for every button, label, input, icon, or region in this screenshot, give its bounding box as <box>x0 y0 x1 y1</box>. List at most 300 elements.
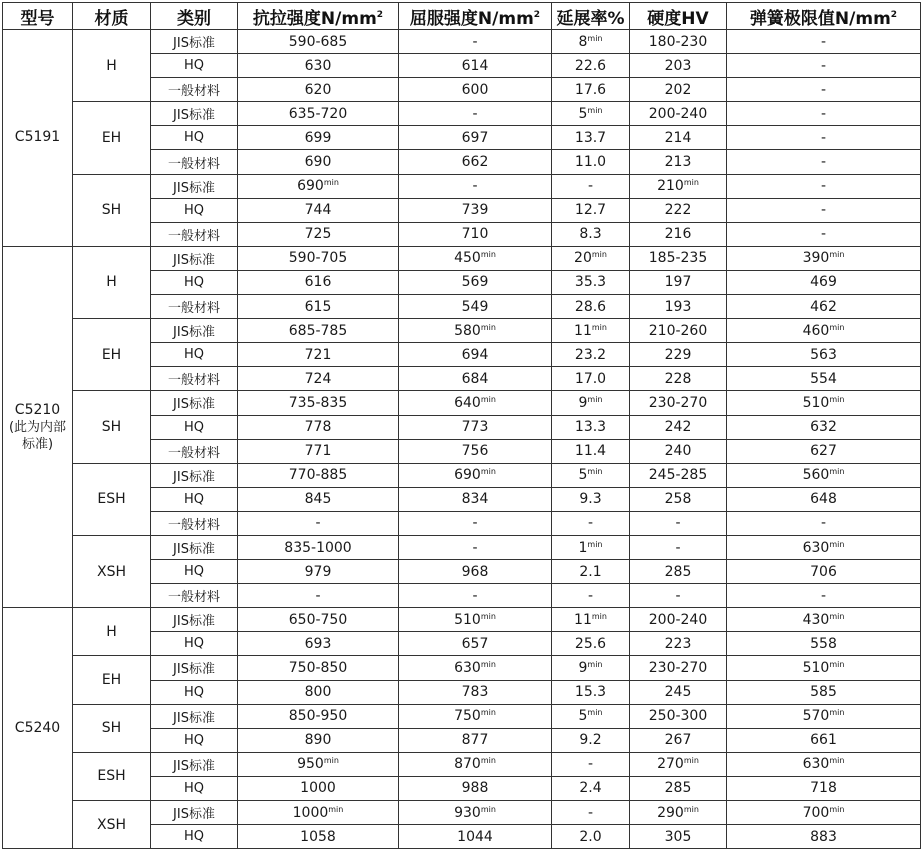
cell-value: 210 <box>657 178 684 195</box>
cell-value: 580 <box>454 322 481 339</box>
yield-strength-cell <box>399 728 552 752</box>
cell-value: 17.0 <box>574 370 607 387</box>
cell-value: - <box>472 105 478 122</box>
min-marker: min <box>480 394 496 404</box>
min-marker: min <box>480 250 496 260</box>
hardness-cell <box>630 415 727 439</box>
yield-strength-cell <box>399 535 552 559</box>
min-marker: min <box>587 539 603 549</box>
cell-value: 630 <box>304 57 332 74</box>
tensile-strength-cell <box>238 704 399 728</box>
spring-limit-cell <box>727 126 921 150</box>
elongation-cell <box>552 415 630 439</box>
yield-strength-cell <box>399 102 552 126</box>
tensile-strength-cell <box>238 319 399 343</box>
cell-value: 630 <box>802 756 830 773</box>
material-cell: ESH <box>73 752 151 800</box>
cell-value: 245-285 <box>648 467 708 484</box>
category-cell: 一般材料 <box>151 295 238 319</box>
hardness-cell <box>630 391 727 415</box>
cell-value: 13.7 <box>574 129 607 146</box>
cell-value: 744 <box>304 202 332 219</box>
cell-value: 2.0 <box>579 828 602 845</box>
cell-value: 210-260 <box>648 322 708 339</box>
cell-value: 200-240 <box>648 105 708 122</box>
tensile-strength-cell <box>238 30 399 54</box>
elongation-cell <box>552 343 630 367</box>
cell-value: 648 <box>810 491 837 508</box>
cell-value: 2.1 <box>579 563 602 580</box>
spring-limit-cell <box>727 295 921 319</box>
hardness-cell <box>630 343 727 367</box>
cell-value: 710 <box>461 226 489 243</box>
cell-value: 9 <box>578 659 588 676</box>
hardness-cell <box>630 487 727 511</box>
material-cell: EH <box>73 319 151 391</box>
material-cell: SH <box>73 704 151 752</box>
cell-value: 15.3 <box>574 684 607 701</box>
cell-value: 17.6 <box>574 81 607 98</box>
cell-value: 630 <box>802 539 830 556</box>
header-model: 型号 <box>3 3 73 30</box>
spring-limit-cell <box>727 656 921 680</box>
spring-limit-cell <box>727 463 921 487</box>
tensile-strength-cell <box>238 439 399 463</box>
tensile-strength-cell <box>238 608 399 632</box>
tensile-strength-cell <box>238 246 399 270</box>
cell-value: 8.3 <box>579 226 602 243</box>
tensile-strength-cell <box>238 801 399 825</box>
cell-value: 462 <box>810 298 837 315</box>
material-cell: H <box>73 608 151 656</box>
category-cell: HQ <box>151 825 238 849</box>
tensile-strength-cell <box>238 343 399 367</box>
material-cell: ESH <box>73 463 151 535</box>
material-cell: EH <box>73 656 151 704</box>
spring-limit-cell <box>727 752 921 776</box>
cell-value: - <box>820 33 827 50</box>
copper-alloy-spec-table <box>2 2 921 849</box>
tensile-strength-cell <box>238 728 399 752</box>
cell-value: 202 <box>664 81 692 98</box>
yield-strength-cell <box>399 270 552 294</box>
yield-strength-cell <box>399 608 552 632</box>
yield-strength-cell <box>399 704 552 728</box>
cell-value: 510 <box>454 611 481 628</box>
cell-value: 213 <box>664 154 692 171</box>
spring-limit-cell <box>727 391 921 415</box>
elongation-cell <box>552 608 630 632</box>
hardness-cell <box>630 608 727 632</box>
cell-value: 724 <box>304 370 332 387</box>
material-cell: H <box>73 246 151 318</box>
cell-value: 230-270 <box>648 659 708 676</box>
cell-value: 222 <box>664 202 692 219</box>
hardness-cell <box>630 270 727 294</box>
cell-value: 690 <box>304 154 332 171</box>
cell-value: - <box>472 33 478 50</box>
spring-limit-cell <box>727 487 921 511</box>
tensile-strength-cell <box>238 270 399 294</box>
cell-value: 229 <box>664 346 692 363</box>
spring-limit-cell <box>727 584 921 608</box>
cell-value: 845 <box>304 491 332 508</box>
min-marker: min <box>587 659 603 669</box>
cell-value: - <box>820 129 827 146</box>
yield-strength-cell <box>399 656 552 680</box>
yield-strength-cell <box>399 415 552 439</box>
hardness-cell <box>630 198 727 222</box>
min-marker: min <box>829 322 845 332</box>
cell-value: 290 <box>657 804 684 821</box>
cell-value: - <box>472 587 478 604</box>
cell-value: - <box>820 105 827 122</box>
elongation-cell <box>552 511 630 535</box>
cell-value: 657 <box>461 635 489 652</box>
cell-value: 725 <box>304 226 332 243</box>
hardness-cell <box>630 246 727 270</box>
cell-value: 5 <box>578 105 588 122</box>
hardness-cell <box>630 752 727 776</box>
cell-value: 35.3 <box>574 274 607 291</box>
table-row <box>3 752 921 776</box>
elongation-cell <box>552 463 630 487</box>
cell-value: 200-240 <box>648 611 708 628</box>
cell-value: 778 <box>304 419 332 436</box>
tensile-strength-cell <box>238 584 399 608</box>
spring-limit-cell <box>727 535 921 559</box>
cell-value: - <box>820 154 827 171</box>
cell-value: - <box>315 587 321 604</box>
yield-strength-cell <box>399 150 552 174</box>
category-cell: JIS标准 <box>151 30 238 54</box>
spring-limit-cell <box>727 632 921 656</box>
category-cell: 一般材料 <box>151 222 238 246</box>
cell-value: 1058 <box>300 828 336 845</box>
cell-value: 12.7 <box>574 202 607 219</box>
elongation-cell <box>552 752 630 776</box>
elongation-cell <box>552 367 630 391</box>
yield-strength-cell <box>399 174 552 198</box>
header-row <box>3 3 921 30</box>
tensile-strength-cell <box>238 367 399 391</box>
table-row <box>3 535 921 559</box>
hardness-cell <box>630 680 727 704</box>
cell-value: 770-885 <box>288 467 348 484</box>
cell-value: 883 <box>810 828 837 845</box>
cell-value: 11.0 <box>574 154 607 171</box>
spring-limit-cell <box>727 367 921 391</box>
cell-value: 11 <box>574 611 592 628</box>
yield-strength-cell <box>399 560 552 584</box>
table-row <box>3 608 921 632</box>
cell-value: 685-785 <box>288 322 348 339</box>
category-cell: JIS标准 <box>151 319 238 343</box>
elongation-cell <box>552 270 630 294</box>
cell-value: 694 <box>461 346 489 363</box>
cell-value: 2.4 <box>579 780 602 797</box>
spring-limit-cell <box>727 246 921 270</box>
min-marker: min <box>323 756 339 766</box>
hardness-cell <box>630 656 727 680</box>
cell-value: - <box>820 515 827 532</box>
elongation-cell <box>552 632 630 656</box>
elongation-cell <box>552 198 630 222</box>
elongation-cell <box>552 391 630 415</box>
cell-value: - <box>472 178 478 195</box>
tensile-strength-cell <box>238 632 399 656</box>
hardness-cell <box>630 102 727 126</box>
category-cell: JIS标准 <box>151 608 238 632</box>
cell-value: 620 <box>304 81 332 98</box>
cell-value: 228 <box>664 370 692 387</box>
cell-value: 460 <box>802 322 830 339</box>
elongation-cell <box>552 680 630 704</box>
elongation-cell <box>552 126 630 150</box>
yield-strength-cell <box>399 319 552 343</box>
min-marker: min <box>829 250 845 260</box>
header-yield-strength: 屈服强度$N/mm^2$ <box>399 3 552 30</box>
yield-strength-cell <box>399 246 552 270</box>
elongation-cell <box>552 704 630 728</box>
material-cell: H <box>73 30 151 102</box>
yield-strength-cell <box>399 343 552 367</box>
cell-value: 690 <box>454 467 481 484</box>
cell-value: 783 <box>461 684 489 701</box>
category-cell: 一般材料 <box>151 367 238 391</box>
table-row <box>3 704 921 728</box>
elongation-cell <box>552 656 630 680</box>
table-row <box>3 391 921 415</box>
cell-value: 627 <box>810 443 837 460</box>
cell-value: 870 <box>454 756 481 773</box>
cell-value: - <box>675 539 681 556</box>
min-marker: min <box>587 708 603 718</box>
table-row <box>3 656 921 680</box>
category-cell: HQ <box>151 198 238 222</box>
cell-value: 185-235 <box>648 250 708 267</box>
cell-value: 180-230 <box>648 33 708 50</box>
cell-value: 554 <box>810 370 837 387</box>
category-cell: 一般材料 <box>151 584 238 608</box>
cell-value: 8 <box>578 33 588 50</box>
cell-value: 9.3 <box>579 491 602 508</box>
material-cell: EH <box>73 102 151 174</box>
table-row <box>3 102 921 126</box>
elongation-cell <box>552 295 630 319</box>
tensile-strength-cell <box>238 295 399 319</box>
table-row <box>3 174 921 198</box>
elongation-cell <box>552 728 630 752</box>
elongation-cell <box>552 30 630 54</box>
cell-value: 558 <box>810 635 837 652</box>
cell-value: 979 <box>304 563 332 580</box>
elongation-cell <box>552 222 630 246</box>
model-name: C5210 <box>14 401 61 418</box>
cell-value: 662 <box>461 154 489 171</box>
spring-limit-cell <box>727 270 921 294</box>
cell-value: 1000 <box>292 804 329 821</box>
yield-strength-cell <box>399 295 552 319</box>
cell-value: 930 <box>454 804 481 821</box>
cell-value: 750-850 <box>288 659 348 676</box>
category-cell: 一般材料 <box>151 78 238 102</box>
min-marker: min <box>480 467 496 477</box>
table-row <box>3 319 921 343</box>
tensile-strength-cell <box>238 415 399 439</box>
elongation-cell <box>552 584 630 608</box>
yield-strength-cell <box>399 439 552 463</box>
table-row <box>3 801 921 825</box>
cell-value: 242 <box>664 419 692 436</box>
tensile-strength-cell <box>238 174 399 198</box>
cell-value: 697 <box>461 129 489 146</box>
category-cell: JIS标准 <box>151 535 238 559</box>
cell-value: 305 <box>664 828 692 845</box>
table-body <box>3 30 921 849</box>
cell-value: 11 <box>574 322 592 339</box>
category-cell: HQ <box>151 415 238 439</box>
cell-value: 267 <box>664 732 692 749</box>
spring-limit-cell <box>727 222 921 246</box>
cell-value: 258 <box>664 491 692 508</box>
cell-value: 390 <box>802 250 830 267</box>
yield-strength-cell <box>399 222 552 246</box>
cell-value: - <box>820 57 827 74</box>
cell-value: 216 <box>664 226 692 243</box>
spring-limit-cell <box>727 608 921 632</box>
category-cell: HQ <box>151 487 238 511</box>
cell-value: 750 <box>454 708 481 725</box>
cell-value: 600 <box>461 81 489 98</box>
tensile-strength-cell <box>238 560 399 584</box>
min-marker: min <box>480 322 496 332</box>
cell-value: 197 <box>664 274 692 291</box>
spring-limit-cell <box>727 343 921 367</box>
category-cell: JIS标准 <box>151 656 238 680</box>
tensile-strength-cell <box>238 776 399 800</box>
cell-value: 834 <box>461 491 489 508</box>
spring-limit-cell <box>727 801 921 825</box>
cell-value: 706 <box>810 563 837 580</box>
material-cell: SH <box>73 174 151 246</box>
cell-value: 700 <box>802 804 830 821</box>
min-marker: min <box>829 539 845 549</box>
hardness-cell <box>630 584 727 608</box>
tensile-strength-cell <box>238 78 399 102</box>
spring-limit-cell <box>727 30 921 54</box>
cell-value: 632 <box>810 419 837 436</box>
yield-strength-cell <box>399 584 552 608</box>
cell-value: 285 <box>664 563 692 580</box>
min-marker: min <box>587 33 603 43</box>
material-cell: SH <box>73 391 151 463</box>
min-marker: min <box>829 708 845 718</box>
cell-value: 549 <box>461 298 489 315</box>
cell-value: 614 <box>461 57 489 74</box>
spring-limit-cell <box>727 728 921 752</box>
model-cell <box>3 246 73 607</box>
cell-value: - <box>315 515 321 532</box>
min-marker: min <box>829 804 845 814</box>
cell-value: - <box>675 587 681 604</box>
tensile-strength-cell <box>238 222 399 246</box>
hardness-cell <box>630 439 727 463</box>
category-cell: JIS标准 <box>151 102 238 126</box>
cell-value: 693 <box>304 635 332 652</box>
hardness-cell <box>630 78 727 102</box>
yield-strength-cell <box>399 54 552 78</box>
material-cell: XSH <box>73 535 151 607</box>
category-cell: HQ <box>151 680 238 704</box>
cell-value: 230-270 <box>648 394 708 411</box>
category-cell: JIS标准 <box>151 704 238 728</box>
hardness-cell <box>630 367 727 391</box>
hardness-cell <box>630 535 727 559</box>
cell-value: 510 <box>802 659 830 676</box>
hardness-cell <box>630 30 727 54</box>
hardness-cell <box>630 222 727 246</box>
min-marker: min <box>480 611 496 621</box>
tensile-strength-cell <box>238 198 399 222</box>
cell-value: 250-300 <box>648 708 708 725</box>
cell-value: - <box>472 539 478 556</box>
hardness-cell <box>630 825 727 849</box>
min-marker: min <box>683 178 699 188</box>
cell-value: 661 <box>810 732 837 749</box>
spring-limit-cell <box>727 511 921 535</box>
cell-value: 245 <box>664 684 692 701</box>
category-cell: HQ <box>151 776 238 800</box>
category-cell: 一般材料 <box>151 150 238 174</box>
elongation-cell <box>552 535 630 559</box>
min-marker: min <box>587 394 603 404</box>
spring-limit-cell <box>727 560 921 584</box>
hardness-cell <box>630 728 727 752</box>
elongation-cell <box>552 246 630 270</box>
cell-value: 5 <box>578 467 588 484</box>
hardness-cell <box>630 801 727 825</box>
cell-value: 25.6 <box>574 635 607 652</box>
tensile-strength-cell <box>238 487 399 511</box>
header-material: 材质 <box>73 3 151 30</box>
hardness-cell <box>630 511 727 535</box>
hardness-cell <box>630 150 727 174</box>
material-cell: XSH <box>73 801 151 849</box>
cell-value: 690 <box>297 178 324 195</box>
cell-value: 630 <box>454 659 481 676</box>
cell-value: - <box>820 226 827 243</box>
cell-value: 800 <box>304 684 332 701</box>
tensile-strength-cell <box>238 825 399 849</box>
yield-strength-cell <box>399 367 552 391</box>
cell-value: 469 <box>810 274 837 291</box>
elongation-cell <box>552 102 630 126</box>
cell-value: 450 <box>454 250 481 267</box>
cell-value: - <box>587 178 594 195</box>
cell-value: 223 <box>664 635 692 652</box>
table-row <box>3 30 921 54</box>
elongation-cell <box>552 439 630 463</box>
cell-value: 11.4 <box>574 443 607 460</box>
min-marker: min <box>683 756 699 766</box>
cell-value: 563 <box>810 346 837 363</box>
min-marker: min <box>587 105 603 115</box>
min-marker: min <box>480 756 496 766</box>
cell-value: 5 <box>578 708 588 725</box>
yield-strength-cell <box>399 801 552 825</box>
cell-value: 721 <box>304 346 332 363</box>
